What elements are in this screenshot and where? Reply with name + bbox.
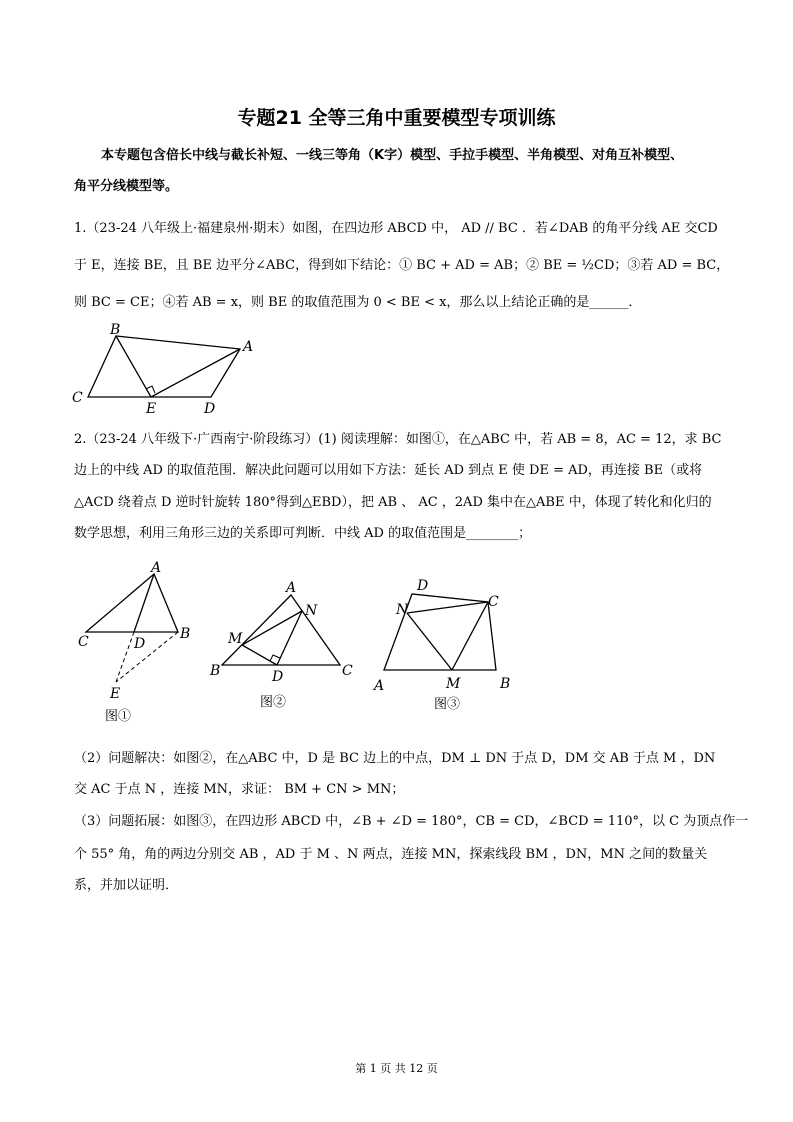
fig2-label-n: N: [305, 603, 318, 619]
fig1-label-b: B: [180, 626, 191, 642]
q2-line-1: 2.（23-24 八年级下·广西南宁·阶段练习）(1) 阅读理解：如图①，在△ABC 中，若 AB = 8，AC = 12，求 BC: [74, 432, 722, 447]
q2-line-4: 数学思想，利用三角形三边的关系即可判断．中线 AD 的取值范围是________；: [74, 526, 532, 541]
q1-line-2: 于 E，连接 BE，且 BE 边平分∠ABC，得到如下结论：① BC + AD = AB；② BE = ½CD；③若 AD = BC，: [74, 258, 730, 273]
q1-line-3: 则 BC = CE；④若 AB = x，则 BE 的取值范围为 0 < BE < x，那么以上结论正确的是______．: [74, 295, 642, 310]
fig3-label-a: A: [374, 678, 385, 694]
fig1-label-c: C: [78, 634, 89, 650]
fig3-label-n: N: [396, 602, 409, 618]
q2-part3-line-2: 个 55° 角，角的两边分别交 AB ，AD 于 M 、N 两点，连接 MN，探索线段 BM ，DN，MN 之间的数量关: [74, 847, 708, 862]
fig2-label-d: D: [272, 669, 284, 685]
q2-line-2: 边上的中线 AD 的取值范围．解决此问题可以用如下方法：延长 AD 到点 E 使 DE = AD，再连接 BE（或将: [74, 463, 703, 478]
page-title: 专题21 全等三角中重要模型专项训练: [237, 107, 556, 129]
segment-ae: [151, 349, 240, 397]
fig3-label-m: M: [446, 676, 461, 692]
fig1-caption: 图①: [105, 709, 132, 724]
fig2-label-a: A: [286, 580, 297, 596]
fig1-label-e: E: [110, 686, 121, 702]
triangle-abc: [222, 595, 340, 665]
quadrilateral-abcd: [88, 336, 240, 397]
segment-cn: [407, 602, 488, 613]
segment-be-dashed: [116, 632, 178, 682]
fig3-label-d: D: [417, 578, 429, 594]
figure-2: [204, 575, 364, 715]
segment-be: [116, 336, 151, 397]
extension-de: [116, 632, 134, 682]
page-footer: 第 1 页 共 12 页: [355, 1062, 438, 1075]
fig3-caption: 图③: [434, 697, 461, 712]
q2-line-3: △ACD 绕着点 D 逆时针旋转 180°得到△EBD），把 AB 、 AC ，2AD 集中在△ABE 中，体现了转化和化归的: [74, 495, 712, 510]
fig2-label-b: B: [210, 663, 221, 679]
intro-line-2: 角平分线模型等。: [74, 179, 179, 194]
segment-dn: [277, 611, 302, 665]
figure-1: [74, 560, 204, 730]
label-e: E: [146, 401, 157, 417]
fig1-label-d: D: [134, 636, 146, 652]
q2-part3-line-1: （3）问题拓展：如图③，在四边形 ABCD 中，∠B + ∠D = 180°，CB = CD，∠BCD = 110°，以 C 为顶点作一: [74, 814, 749, 829]
q2-part3-line-3: 系，并加以证明．: [74, 878, 179, 893]
label-c: C: [72, 390, 83, 406]
fig2-label-c: C: [342, 663, 353, 679]
segment-dm: [242, 645, 277, 665]
label-a: A: [243, 339, 254, 355]
fig2-caption: 图②: [260, 695, 287, 710]
label-b: B: [110, 322, 121, 338]
right-angle-mark: [270, 655, 280, 661]
segment-mn: [242, 611, 302, 645]
q1-figure: [68, 320, 258, 420]
q2-part2-line-1: （2）问题解决：如图②，在△ABC 中，D 是 BC 边上的中点，DM ⊥ DN 于点 D，DM 交 AB 于点 M ，DN: [74, 751, 716, 766]
q2-part2-line-2: 交 AC 于点 N ，连接 MN，求证： BM + CN > MN；: [74, 782, 405, 797]
segment-cm: [452, 602, 488, 670]
fig2-label-m: M: [228, 631, 243, 647]
q1-line-1: 1.（23-24 八年级上·福建泉州·期末）如图，在四边形 ABCD 中， AD // BC ．若∠DAB 的角平分线 AE 交CD: [74, 221, 718, 236]
label-d: D: [204, 401, 216, 417]
figure-3: [368, 572, 528, 717]
triangle-abc: [86, 574, 178, 632]
segment-mn: [407, 613, 452, 670]
fig1-label-a: A: [151, 560, 162, 576]
intro-line-1: 本专题包含倍长中线与截长补短、一线三等角（K字）模型、手拉手模型、半角模型、对角互补模型、: [101, 148, 684, 163]
fig3-label-b: B: [500, 676, 511, 692]
fig3-label-c: C: [488, 594, 499, 610]
